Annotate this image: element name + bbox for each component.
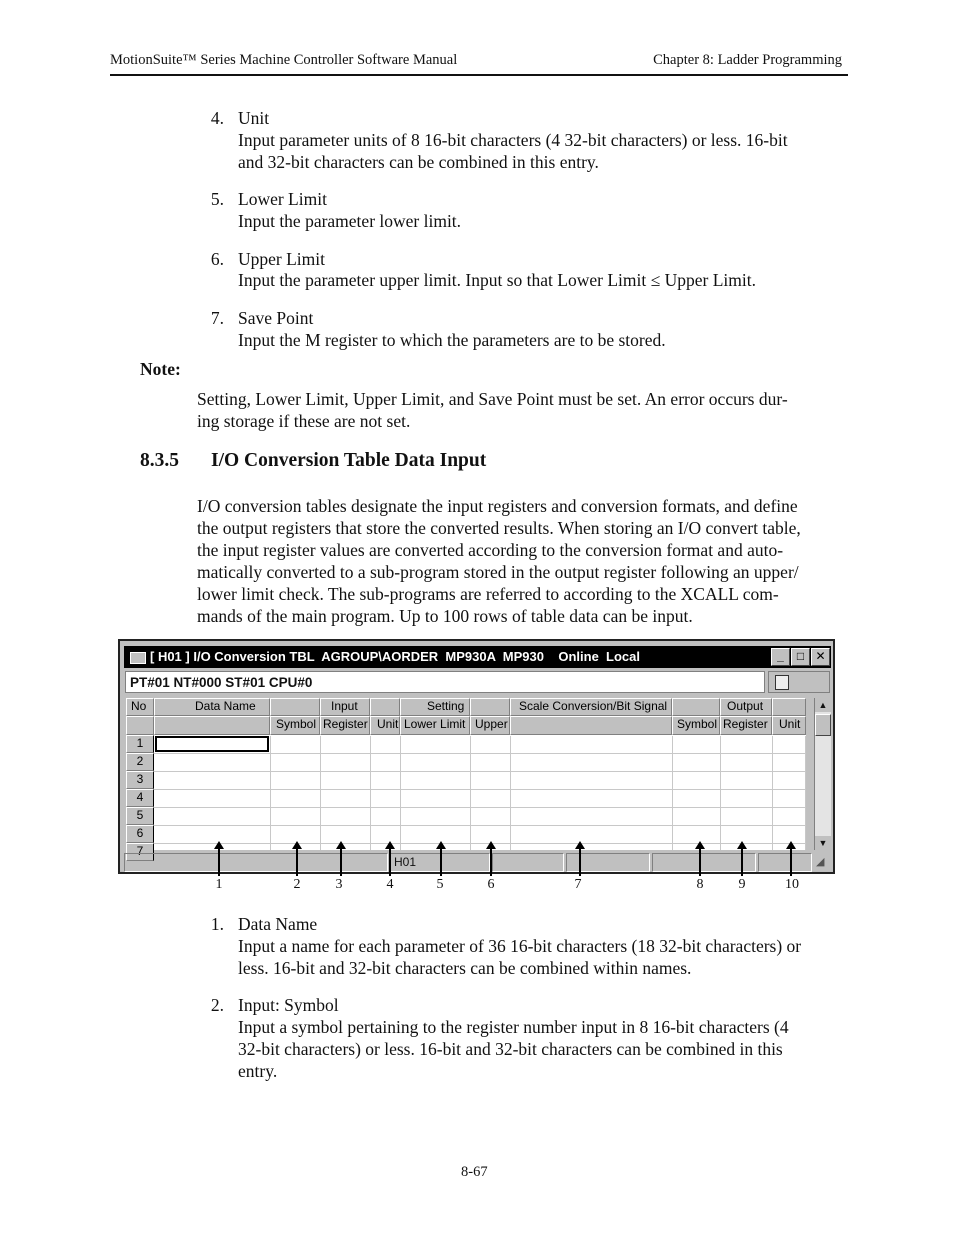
monitor-icon [775,675,789,690]
callout-number: 9 [738,877,746,892]
list-item-text: Input the M register to which the parameters are to be stored. [238,330,666,350]
list-item-text: Input the parameter upper limit. Input so that Lower Limit ≤ Upper Limit. [238,270,756,290]
col-subheader-unit: Unit [370,716,400,735]
callout-arrow [490,848,492,876]
grid-line [154,825,806,826]
callout-arrow [389,848,391,876]
list-item-number: 5. [210,189,224,209]
list-item-text: Input the parameter lower limit. [238,211,462,231]
col-subheader-blank [126,716,154,735]
paragraph-line: I/O conversion tables designate the input registers and conversion formats, and define [197,496,798,516]
col-header-blank [370,698,400,716]
list-item-title: Input: Symbol [238,995,339,1015]
list-item-text: Input a name for each parameter of 36 16-bit characters (18 32-bit characters) or [238,936,802,956]
window-title: [ H01 ] I/O Conversion TBL AGROUP\AORDER MP930A MP930 Online Local [150,649,641,664]
list-item-text: Input parameter units of 8 16-bit characters (4 32-bit characters) or less. 16-bit [238,130,788,150]
callout-arrow [790,848,792,876]
page-number: 8-67 [461,1164,488,1180]
callout-arrow [218,848,220,876]
col-header-blank [270,698,320,716]
list-item-title: Unit [238,108,270,128]
note-text: ing storage if these are not set. [197,411,411,431]
col-subheader-blank [510,716,672,735]
close-button[interactable]: ✕ [811,648,830,666]
io-conversion-window [118,639,835,874]
list-item-title: Lower Limit [238,189,327,209]
row-number[interactable]: 3 [126,771,154,789]
paragraph-line: mands of the main program. Up to 100 rows of table data can be input. [197,606,693,626]
col-subheader-input-register: Register [320,716,370,735]
callout-arrow [296,848,298,876]
list-item-text: Input a symbol pertaining to the register number input in 8 16-bit characters (4 [238,1017,789,1037]
callout-number: 7 [574,877,582,892]
status-segment [124,853,388,872]
minimize-button[interactable]: _ [771,648,790,666]
list-item-text: entry. [238,1061,278,1081]
list-item-number: 4. [210,108,224,128]
list-item-title: Save Point [238,308,314,328]
list-item-text: less. 16-bit and 32-bit characters can be combined within names. [238,958,692,978]
col-subheader-output-unit: Unit [772,716,806,735]
callout-arrow [340,848,342,876]
callout-number: 10 [785,877,799,892]
col-header-no: No [126,698,154,716]
paragraph-line: lower limit check. The sub-programs are referred to according to the XCALL com- [197,584,779,604]
callout-number: 1 [215,877,223,892]
note-label: Note: [140,359,181,379]
row-number[interactable]: 4 [126,789,154,807]
col-header-setting: Setting [400,698,470,716]
list-item-title: Data Name [238,914,318,934]
section-number: 8.3.5 [140,450,179,471]
row-number[interactable]: 1 [126,735,154,753]
grid-line [154,771,806,772]
scroll-down-arrow-icon[interactable]: ▼ [815,836,831,850]
bottom-status-bar [124,853,814,872]
col-header-data-name: Data Name [154,698,270,716]
status-segment [492,853,564,872]
list-item-number: 1. [210,914,224,934]
list-item-number: 2. [210,995,224,1015]
callout-arrow [579,848,581,876]
grid-line [154,807,806,808]
maximize-button[interactable]: □ [791,648,810,666]
note-text: Setting, Lower Limit, Upper Limit, and Save Point must be set. An error occurs dur- [197,389,788,409]
callout-arrow [440,848,442,876]
list-item-text: 32-bit characters) or less. 16-bit and 32-bit characters can be combined in this [238,1039,783,1059]
paragraph-line: matically converted to a sub-program stored in the output register following an upper/ [197,562,799,582]
callout-number: 8 [696,877,704,892]
row-number[interactable]: 2 [126,753,154,771]
window-title-bar[interactable] [124,646,831,668]
col-subheader-output-register: Register [720,716,772,735]
status-segment-label: H01 [390,853,490,872]
grid-line [154,789,806,790]
section-title: I/O Conversion Table Data Input [211,450,487,471]
scroll-thumb[interactable] [815,714,831,736]
callout-number: 3 [335,877,343,892]
callout-number: 2 [293,877,301,892]
callout-arrow [699,848,701,876]
vertical-scrollbar[interactable] [814,698,831,850]
callout-number: 5 [436,877,444,892]
grid-line [154,753,806,754]
resize-grip-icon[interactable]: ◢ [816,856,825,868]
selected-data-name-cell[interactable] [155,736,269,752]
col-subheader-input-symbol: Symbol [270,716,320,735]
cpu-status-field: PT#01 NT#000 ST#01 CPU#0 [125,671,765,693]
cpu-monitor-button[interactable] [768,671,830,693]
col-header-input: Input [320,698,370,716]
col-subheader-lower-limit: Lower Limit [400,716,470,735]
running-header-chapter: Chapter 8: Ladder Programming [653,52,842,68]
col-header-output: Output [720,698,772,716]
callout-number: 6 [487,877,495,892]
paragraph-line: the input register values are converted according to the conversion format and auto- [197,540,784,560]
status-segment [758,853,812,872]
col-subheader-upper: Upper [470,716,510,735]
window-menu-icon[interactable] [130,652,146,664]
scroll-up-arrow-icon[interactable]: ▲ [815,698,831,712]
row-number[interactable]: 6 [126,825,154,843]
list-item-text: and 32-bit characters can be combined in this entry. [238,152,599,172]
col-subheader-blank [154,716,270,735]
callout-number: 4 [386,877,394,892]
col-header-blank [772,698,806,716]
col-subheader-output-symbol: Symbol [672,716,720,735]
paragraph-line: the output registers that store the converted results. When storing an I/O convert table, [197,518,801,538]
grid-line [154,843,806,844]
row-number[interactable]: 7 [126,843,154,861]
row-number[interactable]: 5 [126,807,154,825]
list-item-number: 7. [210,308,224,328]
col-header-scale-conversion: Scale Conversion/Bit Signal [510,698,672,716]
header-rule [110,74,848,76]
col-header-blank [470,698,510,716]
list-item-title: Upper Limit [238,249,325,269]
io-table-grid [126,698,806,858]
callout-arrow [741,848,743,876]
col-header-blank [672,698,720,716]
list-item-number: 6. [210,249,224,269]
running-header-title: MotionSuite™ Series Machine Controller Software Manual [110,52,458,68]
